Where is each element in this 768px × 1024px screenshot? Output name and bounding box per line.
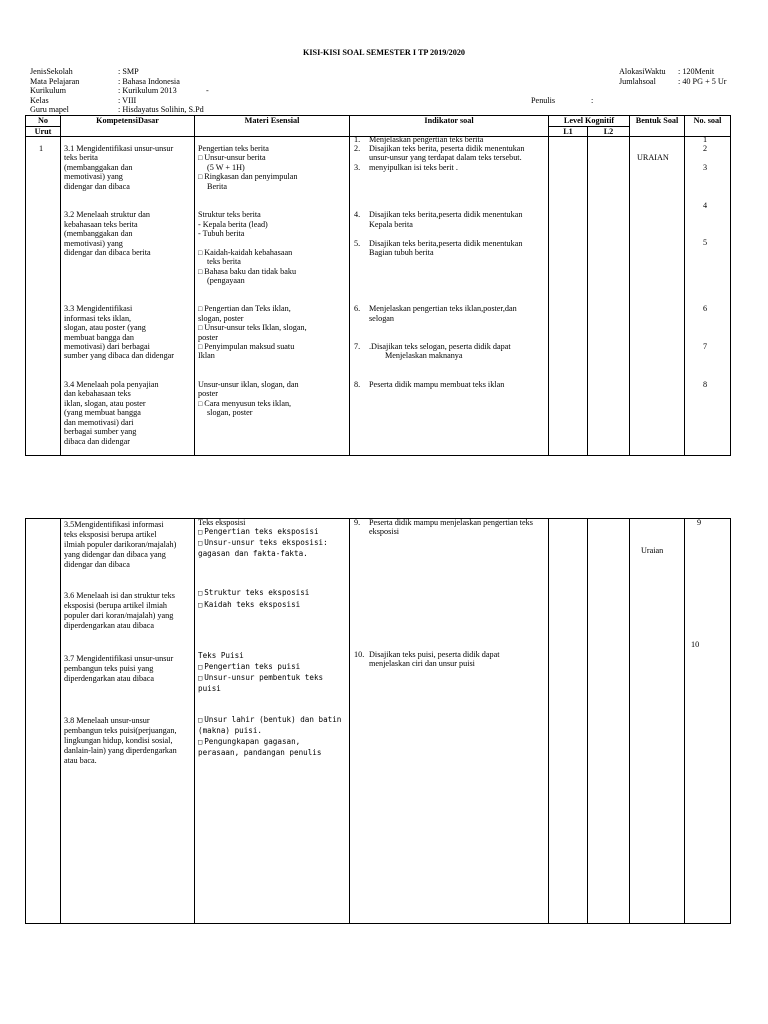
indikator-text: unsur-unsur yang terdapat dalam teks tersebut. (369, 153, 522, 162)
indikator-text: .Disajikan teks selogan, peserta didik dapat (369, 342, 511, 351)
cell-indikator (350, 519, 549, 924)
kd-line: eksposisi (berupa artikel ilmiah (64, 601, 167, 610)
materi-bullet: □ Pengungkapan gagasan, (198, 738, 300, 747)
kd-line: 3.1 Mengidentifikasi unsur-unsur (64, 144, 174, 153)
nosoal-item: 7 (703, 342, 708, 351)
materi-line: poster (198, 389, 219, 398)
header-no: No (26, 116, 61, 127)
materi-bullet: □ Unsur-unsur teks Iklan, slogan, (198, 323, 307, 333)
materi-line: (pengayaan (207, 276, 245, 285)
kd-line: yang didengar dan dibaca yang (64, 550, 166, 559)
nosoal-item: 8 (703, 380, 708, 389)
meta-label: Kurikulum (30, 86, 66, 95)
materi-bullet: □ Unsur-unsur berita (198, 153, 266, 163)
bentuk-soal: URAIAN (637, 153, 669, 162)
indikator-text: Menjelaskan pengertian teks iklan,poster,dan (369, 304, 517, 313)
indikator-number: 5. (354, 239, 361, 248)
cell-bentuk (630, 137, 685, 456)
materi-line: Iklan (198, 351, 215, 360)
kd-line: dibaca dan didengar (64, 437, 130, 446)
materi-bullet: □ Pengertian teks puisi (198, 663, 300, 672)
kd-line: 3.7 Mengidentifikasi unsur-unsur (64, 654, 174, 663)
indikator-text: Disajikan teks berita, peserta didik menentukan (369, 144, 525, 153)
header-l1: L1 (549, 126, 588, 137)
kd-line: slogan, atau poster (yang (64, 323, 146, 332)
kd-line: memotivasi) dari berbagai (64, 342, 150, 351)
kd-line: dan kebahasaan teks (64, 389, 131, 398)
indikator-text: Menjelaskan pengertian teks berita (369, 135, 484, 144)
materi-title: Teks eksposisi (198, 518, 246, 527)
kd-line: dan memotivasi) dari (64, 418, 134, 427)
kd-line: informasi teks iklan, (64, 314, 132, 323)
materi-line: slogan, poster (198, 314, 244, 323)
indikator-text: Peserta didik mampu menjelaskan pengertian teks (369, 518, 533, 527)
indikator-number: 6. (354, 304, 361, 313)
meta-extra: - (206, 86, 209, 95)
kd-line: diperdengarkan atau dibaca (64, 621, 155, 630)
nosoal-item: 1 (703, 135, 708, 144)
cell-l1 (549, 519, 588, 924)
meta-label: Kelas (30, 96, 49, 105)
kd-line: 3.8 Menelaah unsur-unsur (64, 716, 150, 725)
meta-label: Jumlahsoal (619, 77, 656, 86)
materi-bullet: □ Unsur-unsur pembentuk teks (198, 674, 323, 683)
materi-bullet: □ Unsur-unsur teks eksposisi: (198, 539, 328, 548)
materi-bullet: □ Unsur lahir (bentuk) dan batin (198, 716, 341, 725)
materi-line: teks berita (207, 257, 241, 266)
indikator-text: Disajikan teks puisi, peserta didik dapat (369, 650, 500, 659)
kd-line: teks berita (64, 153, 98, 162)
indikator-text: Kepala berita (369, 220, 413, 229)
materi-title: Struktur teks berita (198, 210, 261, 219)
indikator-text: Bagian tubuh berita (369, 248, 434, 257)
meta-penulis-value: : (591, 96, 594, 105)
meta-label: AlokasiWaktu (619, 67, 666, 76)
materi-line: - Tubuh berita (198, 229, 245, 238)
kd-line: pembangun teks puisi(perjuangan, (64, 726, 177, 735)
indikator-text: Menjelaskan maknanya (385, 351, 463, 360)
materi-bullet: □ Ringkasan dan penyimpulan (198, 172, 297, 182)
indikator-number: 10. (354, 650, 365, 659)
materi-bullet: □ Kaidah teks eksposisi (198, 601, 300, 610)
kd-line: membuat bangga dan (64, 333, 135, 342)
meta-value: : 120Menit (678, 67, 715, 76)
indikator-number: 7. (354, 342, 361, 351)
header-level: Level Kognitif (549, 116, 630, 127)
kd-line: sumber yang dibaca dan didengar (64, 351, 175, 360)
meta-value: : Hisdayatus Solihin, S.Pd (118, 105, 204, 114)
indikator-text: menjelaskan ciri dan unsur puisi (369, 659, 475, 668)
kd-line: iklan, slogan, atau poster (64, 399, 146, 408)
indikator-text: Disajikan teks berita,peserta didik menentukan (369, 239, 523, 248)
cell-no (26, 137, 61, 456)
cell-l1 (549, 137, 588, 456)
indikator-text: menyipulkan isi teks berit . (369, 163, 458, 172)
indikator-number: 1. (354, 135, 361, 144)
materi-line: - Kepala berita (lead) (198, 220, 268, 229)
materi-line: slogan, poster (207, 408, 253, 417)
row-number: 1 (39, 144, 44, 153)
materi-bullet: □ Cara menyusun teks iklan, (198, 399, 291, 409)
indikator-text: eksposisi (369, 527, 400, 536)
cell-no (26, 519, 61, 924)
kd-line: ilmiah populer darikoran/majalah) (64, 540, 177, 549)
cell-bentuk (630, 519, 685, 924)
cell-nosoal (685, 519, 731, 924)
materi-line: Unsur-unsur iklan, slogan, dan (198, 380, 299, 389)
nosoal-item: 9 (697, 518, 702, 527)
kd-line: populer dari koran/majalah) yang (64, 611, 174, 620)
kd-line: memotivasi) yang (64, 172, 123, 181)
kd-line: didengar dan dibaca (64, 182, 130, 191)
kd-line: didengar dan dibaca berita (64, 248, 151, 257)
cell-l2 (588, 137, 630, 456)
header-kompetensi: KompetensiDasar (61, 116, 195, 137)
cell-nosoal (685, 137, 731, 456)
materi-bullet: □ Struktur teks eksposisi (198, 589, 309, 598)
materi-line: poster (198, 333, 219, 342)
materi-line: (5 W + 1H) (207, 163, 245, 172)
nosoal-item: 2 (703, 144, 708, 153)
header-bentuk: Bentuk Soal (630, 116, 685, 137)
materi-line: gagasan dan fakta-fakta. (198, 549, 308, 558)
nosoal-item: 10 (691, 640, 700, 649)
header-materi: Materi Esensial (195, 116, 350, 137)
header-nosoal: No. soal (685, 116, 731, 137)
kd-line: pembangun teks puisi yang (64, 664, 154, 673)
indikator-number: 2. (354, 144, 361, 153)
kd-line: (membanggakan dan (64, 229, 133, 238)
kd-line: didengar dan dibaca (64, 560, 130, 569)
kd-line: teks eksposisi berupa artikel (64, 530, 157, 539)
bentuk-soal: Uraian (641, 546, 664, 555)
nosoal-item: 6 (703, 304, 708, 313)
indikator-number: 4. (354, 210, 361, 219)
meta-value: : 40 PG + 5 Ur (678, 77, 727, 86)
kd-line: (membanggakan dan (64, 163, 133, 172)
cell-indikator (350, 137, 549, 456)
indikator-number: 3. (354, 163, 361, 172)
meta-penulis-label: Penulis (531, 96, 556, 105)
materi-line: (makna) puisi. (198, 726, 263, 735)
materi-title: Teks Puisi (198, 651, 244, 660)
materi-bullet: □ Kaidah-kaidah kebahasaan (198, 248, 292, 258)
meta-label: Mata Pelajaran (30, 77, 80, 86)
nosoal-item: 5 (703, 238, 708, 247)
document-title: KISI-KISI SOAL SEMESTER I TP 2019/2020 (302, 48, 466, 57)
meta-value: : VIII (118, 96, 137, 105)
header-l2: L2 (588, 126, 630, 137)
materi-bullet: □ Pengertian dan Teks iklan, (198, 304, 291, 314)
materi-title: Pengertian teks berita (198, 144, 269, 153)
meta-value: : Bahasa Indonesia (118, 77, 180, 86)
indikator-number: 9. (354, 518, 361, 527)
kd-line: diperdengarkan atau dibaca (64, 674, 155, 683)
indikator-text: selogan (369, 314, 395, 323)
kd-line: 3.5Mengidentifikasi informasi (64, 520, 164, 529)
header-urut: Urut (26, 126, 61, 137)
materi-bullet: □ Penyimpulan maksud suatu (198, 342, 294, 352)
kd-line: 3.3 Mengidentifikasi (64, 304, 133, 313)
kd-line: atau baca. (64, 756, 97, 765)
kd-line: 3.4 Menelaah pola penyajian (64, 380, 159, 389)
meta-value: : SMP (118, 67, 139, 76)
meta-label: JenisSekolah (30, 67, 73, 76)
materi-line: puisi (198, 684, 221, 693)
header-indikator: Indikator soal (350, 116, 549, 137)
meta-value: : Kurikulum 2013 (118, 86, 177, 95)
indikator-text: Peserta didik mampu membuat teks iklan (369, 380, 505, 389)
kd-line: memotivasi) yang (64, 239, 123, 248)
kd-line: danlain-lain) yang diperdengarkan (64, 746, 177, 755)
kd-line: (yang membuat bangga (64, 408, 141, 417)
kd-line: 3.6 Menelaah isi dan struktur teks (64, 591, 175, 600)
indikator-number: 8. (354, 380, 361, 389)
kd-line: kebahasaan teks berita (64, 220, 138, 229)
kd-line: berbagai sumber yang (64, 427, 137, 436)
materi-bullet: □ Pengertian teks eksposisi (198, 528, 319, 537)
materi-bullet: □ Bahasa baku dan tidak baku (198, 267, 296, 277)
materi-line: perasaan, pandangan penulis (198, 748, 322, 757)
kd-line: lingkungan hidup, kondisi sosial, (64, 736, 173, 745)
cell-l2 (588, 519, 630, 924)
meta-label: Guru mapel (30, 105, 69, 114)
nosoal-item: 4 (703, 201, 708, 210)
indikator-text: Disajikan teks berita,peserta didik menentukan (369, 210, 523, 219)
materi-line: Berita (207, 182, 228, 191)
nosoal-item: 3 (703, 163, 708, 172)
kd-line: 3.2 Menelaah struktur dan (64, 210, 150, 219)
